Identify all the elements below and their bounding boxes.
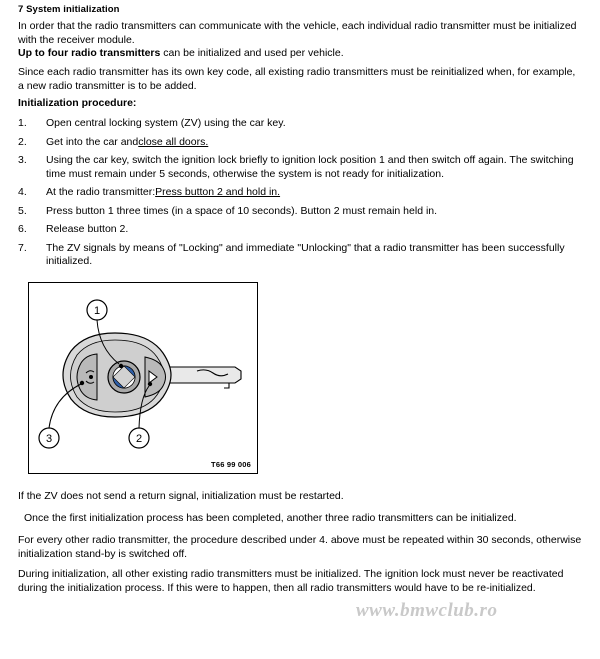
- step-number: 7.: [18, 241, 27, 254]
- up-to-four-rest-text: can be initialized and used per vehicle.: [160, 47, 344, 59]
- step-number: 6.: [18, 223, 27, 235]
- if-zv-paragraph: If the ZV does not send a return signal, initialization must be restarted.: [18, 490, 344, 502]
- procedure-title: Initialization procedure:: [18, 97, 137, 109]
- step-text: Get into the car and: [46, 135, 139, 148]
- step-text: The ZV signals by means of "Locking" and immediate "Unlocking" that a radio transmitter has been successfully initialized.: [46, 241, 565, 267]
- step-number: 4.: [18, 186, 27, 198]
- list-item: [18, 154, 582, 181]
- key-fob-figure: [28, 282, 258, 474]
- step-number: 3.: [18, 154, 27, 166]
- page-title: 7 System initialization: [18, 4, 120, 15]
- up-to-four-bold-text: Up to four radio transmitters: [18, 47, 161, 59]
- list-item: [18, 136, 582, 150]
- since-paragraph: Since each radio transmitter has its own key code, all existing radio transmitters must be reinitialized when, for example, a new radio transmitter is to be added.: [18, 66, 576, 92]
- during-paragraph: During initialization, all other existing radio transmitters must be initialized. The ignition lock must never be reactivated during the initialization process. If this were to happen, then all radio transmitters would have to be re-initialized.: [18, 568, 564, 594]
- step-text: Press button 1 three times (in a space of 10 seconds). Button 2 must remain held in.: [46, 204, 438, 217]
- list-item: [18, 186, 582, 200]
- list-item: [18, 205, 582, 219]
- step-number: 2.: [18, 135, 27, 148]
- step-text: Using the car key, switch the ignition lock briefly to ignition lock position 1 and then switch off again. The switching time must remain under 5 seconds, otherwise the system is not ready for initialization.: [46, 154, 574, 180]
- key-fob-illustration: [29, 283, 255, 471]
- step-text: Release button 2.: [46, 223, 129, 235]
- step-number: 5.: [18, 204, 27, 217]
- intro-paragraph: In order that the radio transmitters can communicate with the vehicle, each individual radio transmitter must be initialized with the receiver module.: [18, 20, 577, 46]
- up-to-four-paragraph: [18, 47, 582, 61]
- list-item: [18, 223, 582, 237]
- step-text-underlined: close all doors.: [138, 135, 209, 148]
- svg-text:2: 2: [135, 433, 143, 445]
- figure-code: T66 99 006: [211, 460, 251, 469]
- watermark: www.bmwclub.ro: [356, 600, 498, 621]
- list-item: [18, 117, 582, 131]
- procedure-steps: [18, 117, 582, 274]
- once-first-paragraph: Once the first initialization process has been completed, another three radio transmitters can be initialized.: [24, 512, 517, 524]
- svg-text:3: 3: [45, 433, 53, 445]
- step-text: At the radio transmitter:: [46, 186, 156, 198]
- list-item: [18, 242, 582, 269]
- step-text: Open central locking system (ZV) using the car key.: [46, 117, 286, 129]
- step-number: 1.: [18, 117, 27, 129]
- svg-text:1: 1: [93, 305, 101, 317]
- for-every-paragraph: For every other radio transmitter, the procedure described under 4. above must be repeated within 30 seconds, otherwise initialization stand-by is switched off.: [18, 534, 582, 560]
- step-text-underlined: Press button 2 and hold in.: [155, 186, 281, 198]
